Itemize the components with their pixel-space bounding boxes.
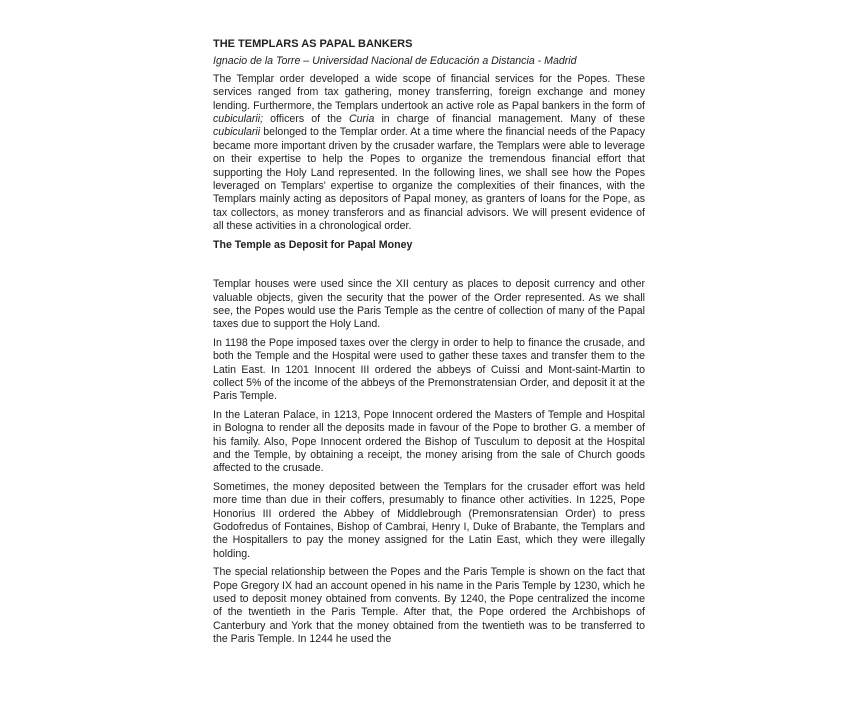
paragraph-intro-text-e: in charge of financial management. Many of these	[374, 113, 645, 126]
paragraph-intro-text-g: belonged to the Templar order. At a time where the financial needs of the Papacy became more important driven by the crusader warfare, the Templars were able to leverage on their expertise to help the Popes to organize the tremendous financial effort that supporting the Holy Land represented. In the following lines, we shall see how the Popes leveraged on Templars' expertise to organize the complexities of their finances, with the Templars mainly acting as depositors of Papal money, as granters of loans for the Pope, as tax collectors, as money transferors and as financial advisors. We will present evidence of all these activities in a chronological order.	[213, 126, 645, 233]
paragraph-deposit-houses: Templar houses were used since the XII century as places to deposit currency and other valuable objects, given the security that the power of the Order represented. As we shall see, the Popes would use the Paris Temple as the centre of collection of many of the Papal taxes due to support the Holy Land.	[213, 278, 645, 331]
paragraph-intro-text-a: The Templar order developed a wide scope of financial services for the Popes. These services ranged from tax gathering, money transferring, foreign exchange and money lending. Furthermore, the Templars undertook an active role as Papal bankers in the form of	[213, 72, 645, 112]
paragraph-intro-text-c: officers of the	[263, 113, 350, 126]
paragraph-intro	[213, 73, 645, 234]
document-page	[213, 38, 645, 652]
section-heading: The Temple as Deposit for Papal Money	[213, 238, 413, 251]
document-author: Ignacio de la Torre – Universidad Nacional de Educación a Distancia - Madrid	[213, 55, 577, 68]
paragraph-intro-italic-cubicularii-2: cubicularii	[213, 126, 261, 139]
paragraph-special-relationship: The special relationship between the Popes and the Paris Temple is shown on the fact that Pope Gregory IX had an account opened in his name in the Paris Temple by 1230, which he used to deposit money obtained from convents. By 1240, the Pope centralized the income of the twentieth in the Paris Temple. After that, the Pope ordered the Archbishops of Canterbury and York that the money obtained from the twentieth was to be transferred to the Paris Temple. In 1244 he used the	[213, 566, 645, 646]
paragraph-intro-italic-curia: Curia	[349, 113, 375, 126]
paragraph-lateran-palace: In the Lateran Palace, in 1213, Pope Innocent ordered the Masters of Temple and Hospital in Bologna to render all the deposits made in favour of the Pope to brother G. a member of his family. Also, Pope Innocent ordered the Bishop of Tusculum to deposit at the Hospital and the Temple, by obtaining a receipt, the money arising from the sale of Church goods affected to the crusade.	[213, 408, 645, 475]
paragraph-1198-taxes: In 1198 the Pope imposed taxes over the clergy in order to help to finance the crusade, and both the Temple and the Hospital were used to gather these taxes and transfer them to the Latin East. In 1201 Innocent III ordered the abbeys of Cuissi and Mont-saint-Martin to collect 5% of the income of the abbeys of the Premonstratensian Order, and deposit it at the Paris Temple.	[213, 336, 645, 403]
paragraph-intro-italic-cubicularii: cubicularii;	[213, 113, 264, 126]
paragraph-money-held: Sometimes, the money deposited between the Templars for the crusader effort was held more time than due in their coffers, presumably to finance other activities. In 1225, Pope Honorius III ordered the Abbey of Middlebrough (Premonsratensian Order) to press Godofredus of Fontaines, Bishop of Cambrai, Henry I, Duke of Brabante, the Templars and the Hospitallers to pay the money assigned for the Latin East, which they were illegally holding.	[213, 480, 645, 560]
document-title: THE TEMPLARS AS PAPAL BANKERS	[213, 38, 413, 50]
